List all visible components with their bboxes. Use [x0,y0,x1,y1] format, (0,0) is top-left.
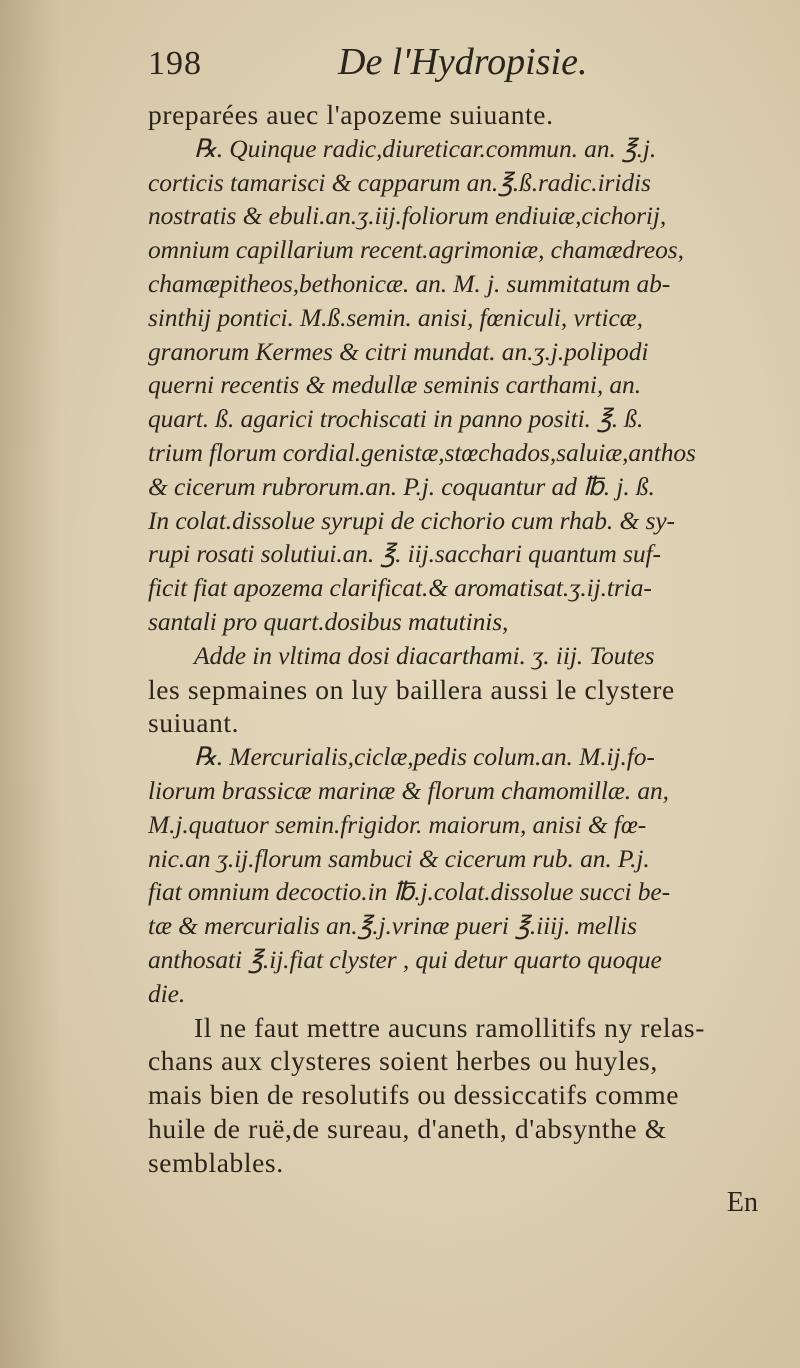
running-title: De l'Hydropisie. [338,41,588,83]
text-line: omnium capillarium recent.agrimoniæ, chamædreos, [148,235,684,265]
text-line: fiat omnium decoctio.in ℔.j.colat.dissolue succi be- [148,877,671,907]
text-line: rupi rosati solutiui.an. ℥. iij.sacchari quantum suf- [148,539,661,569]
text-line: preparées auec l'apozeme suiuante. [148,99,554,130]
text-line: semblables. [148,1146,284,1178]
text-line: corticis tamarisci & capparum an.℥.ß.radic.iridis [148,167,651,197]
text-line: huile de ruë,de sureau, d'aneth, d'absynthe & [148,1112,667,1144]
text-line: Il ne faut mettre aucuns ramollitifs ny relas- [194,1011,705,1043]
body-text [148,98,758,1180]
text-line: & cicerum rubrorum.an. P.j. coquantur ad ℔. j. ß. [148,471,655,501]
text-line: granorum Kermes & citri mundat. an.ʒ.j.polipodi [148,336,649,366]
text-line: nic.an ʒ.ij.florum sambuci & cicerum rub. an. P.j. [148,843,650,873]
catchword: En [726,1186,758,1218]
text-line: chans aux clysteres soient herbes ou huyles, [148,1045,658,1077]
text-line: chamæpitheos,bethonicæ. an. M. j. summitatum ab- [148,268,671,298]
text-line: querni recentis & medullæ seminis carthami, an. [148,370,641,400]
text-line: santali pro quart.dosibus matutinis, [148,606,509,636]
text-line: Adde in vltima dosi diacarthami. ʒ. iij. Toutes [194,640,655,670]
text-line: die. [148,978,186,1008]
text-line: sinthij pontici. M.ß.semin. anisi, fœniculi, vrticæ, [148,302,643,332]
text-line: tæ & mercurialis an.℥.j.vrinæ pueri ℥.iiij. mellis [148,911,637,941]
text-line: ℞. Quinque radic,diureticar.commun. an. ℥.j. [194,133,657,163]
running-head [148,40,760,98]
text-line: anthosati ℥.ij.fiat clyster , qui detur quarto quoque [148,944,662,974]
text-line: les sepmaines on luy baillera aussi le clystere [148,673,675,705]
text-line: ℞. Mercurialis,ciclæ,pedis colum.an. M.ij.fo- [194,742,655,772]
text-line: M.j.quatuor semin.frigidor. maiorum, anisi & fœ- [148,809,647,839]
text-line: nostratis & ebuli.an.ʒ.iij.foliorum endiuiæ,cichorij, [148,201,667,231]
text-line: In colat.dissolue syrupi de cichorio cum rhab. & sy- [148,505,675,535]
text-line: liorum brassicæ marinæ & florum chamomillæ. an, [148,775,669,805]
text-line: trium florum cordial.genistæ,stœchados,saluiæ,anthos [148,437,696,467]
text-line: suiuant. [148,707,240,739]
text-line: mais bien de resolutifs ou dessiccatifs comme [148,1079,680,1111]
text-line: ficit fiat apozema clarificat.& aromatisat.ʒ.ij.tria- [148,573,652,603]
page-number: 198 [148,45,202,82]
text-line: quart. ß. agarici trochiscati in panno positi. ℥. ß. [148,404,644,434]
